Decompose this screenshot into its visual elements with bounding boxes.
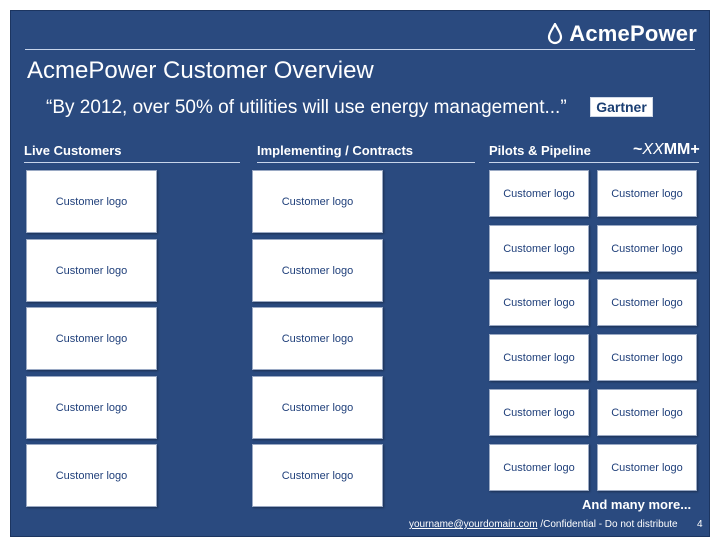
page-number: 4 (697, 519, 703, 530)
column-header-pilots: Pilots & Pipeline (489, 143, 591, 158)
and-many-more-label: And many more... (582, 497, 692, 512)
customer-logo-box: Customer logo (26, 376, 157, 439)
customer-logo-box: Customer logo (597, 225, 697, 272)
brand-logo (547, 17, 697, 51)
footer (409, 519, 678, 530)
customer-logo-box: Customer logo (252, 307, 383, 370)
customer-logo-box: Customer logo (489, 170, 589, 217)
customer-logo-box: Customer logo (252, 170, 383, 233)
slide-title: AcmePower Customer Overview (27, 57, 374, 84)
customer-logo-box: Customer logo (597, 389, 697, 436)
droplet-icon (547, 23, 563, 45)
customer-logo-box: Customer logo (489, 225, 589, 272)
column-header-live: Live Customers (24, 143, 122, 158)
quote-text: “By 2012, over 50% of utilities will use energy management...” (46, 97, 567, 118)
customer-logo-box: Customer logo (489, 279, 589, 326)
slide (10, 10, 710, 537)
customer-logo-box: Customer logo (597, 334, 697, 381)
customer-logo-box: Customer logo (597, 279, 697, 326)
column-header-implementing: Implementing / Contracts (257, 143, 414, 158)
customer-logo-box: Customer logo (252, 239, 383, 302)
title-divider (25, 49, 695, 50)
footer-email-link[interactable]: yourname@yourdomain.com (409, 519, 538, 530)
customer-logo-box: Customer logo (489, 389, 589, 436)
customer-logo-box: Customer logo (252, 376, 383, 439)
customer-logo-box: Customer logo (252, 444, 383, 507)
customer-logo-box: Customer logo (26, 170, 157, 233)
footer-note: /Confidential - Do not distribute (537, 519, 678, 530)
pipeline-value (633, 141, 700, 159)
gartner-logo: Gartner (590, 97, 653, 117)
customer-logo-box: Customer logo (489, 444, 589, 491)
column-divider-implementing (257, 162, 475, 163)
customer-logo-box: Customer logo (26, 239, 157, 302)
pipeline-value-suffix: MM+ (663, 141, 700, 158)
brand-name: AcmePower (569, 21, 697, 46)
customer-logo-box: Customer logo (597, 170, 697, 217)
pipeline-value-placeholder: XX (642, 141, 664, 158)
customer-logo-box: Customer logo (489, 334, 589, 381)
pipeline-value-prefix: ~ (633, 141, 643, 158)
column-divider-pilots (489, 162, 699, 163)
customer-logo-box: Customer logo (597, 444, 697, 491)
customer-logo-box: Customer logo (26, 307, 157, 370)
customer-logo-box: Customer logo (26, 444, 157, 507)
column-divider-live (24, 162, 240, 163)
